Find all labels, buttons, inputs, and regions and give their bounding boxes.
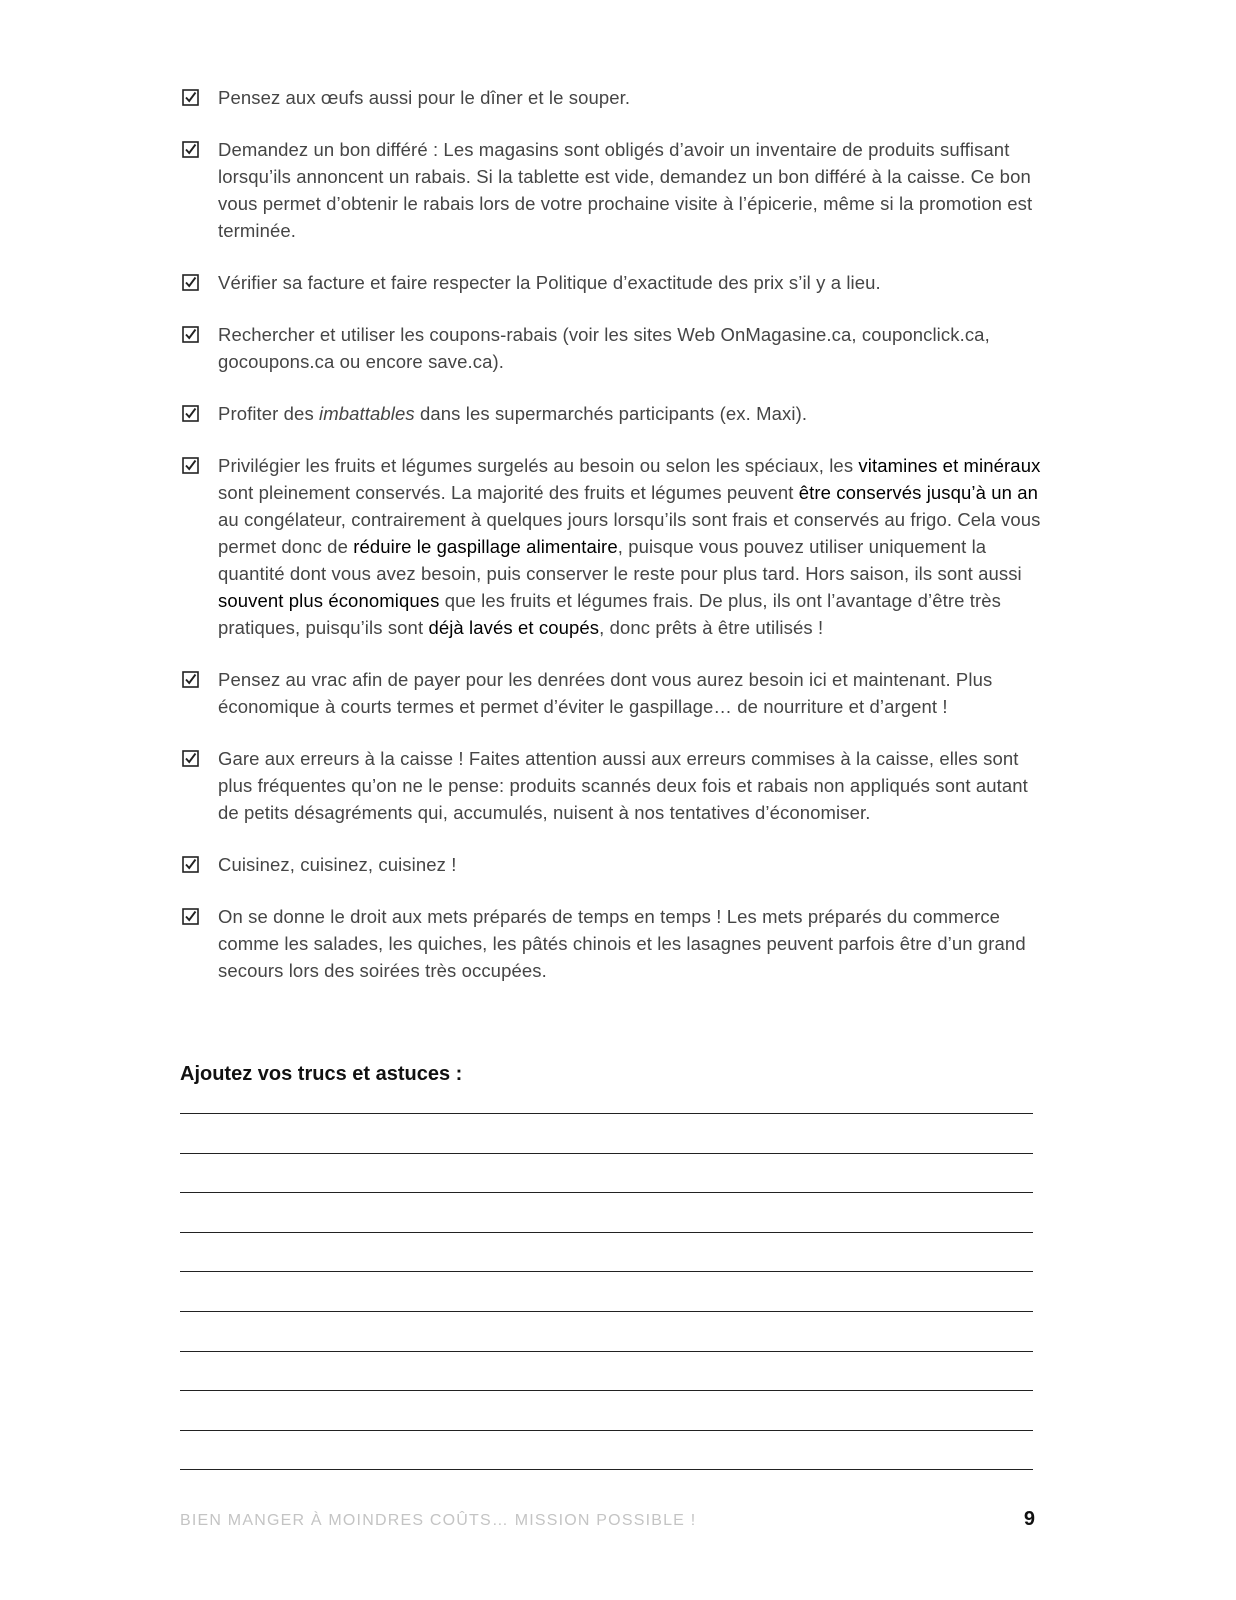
- blank-line: [180, 1390, 1033, 1391]
- tip-item: [180, 745, 1050, 826]
- tip-item: [180, 321, 1050, 375]
- tip-item: [180, 851, 1050, 878]
- checked-box-icon: [182, 274, 199, 291]
- italic-text: imbattables: [319, 403, 415, 424]
- checked-box-icon: [182, 89, 199, 106]
- tip-item: [180, 136, 1050, 244]
- blank-line: [180, 1469, 1033, 1470]
- tip-text: On se donne le droit aux mets préparés de temps en temps ! Les mets préparés du commerce comme les salades, les quiches, les pâtés chinois et les lasagnes peuvent parfois être d’un grand secours lors des soirées très occupées.: [218, 906, 1026, 981]
- tip-text: Cuisinez, cuisinez, cuisinez !: [218, 854, 457, 875]
- blank-line: [180, 1232, 1033, 1233]
- page-footer: BIEN MANGER À MOINDRES COÛTS… MISSION POSSIBLE !: [180, 1512, 697, 1529]
- tip-text: dans les supermarchés participants (ex. Maxi).: [414, 403, 808, 424]
- checked-box-icon: [182, 141, 199, 158]
- tip-item: [180, 903, 1050, 984]
- tip-text: sont pleinement conservés. La majorité des fruits et légumes peuvent: [218, 482, 799, 503]
- blank-line: [180, 1311, 1033, 1312]
- checked-box-icon: [182, 750, 199, 767]
- tip-text: Gare aux erreurs à la caisse ! Faites attention aussi aux erreurs commises à la caisse, elles sont plus fréquentes qu’on ne le pense: produits scannés deux fois et rabais non appliqués sont autant de petits désagréments qui, accumulés, nuisent à nos tentatives d’économiser.: [218, 748, 1028, 823]
- tip-text: , donc prêts à être utilisés !: [599, 617, 824, 638]
- checked-box-icon: [182, 326, 199, 343]
- highlighted-text: souvent plus économiques: [218, 590, 440, 611]
- checked-box-icon: [182, 856, 199, 873]
- tip-text: Pensez au vrac afin de payer pour les denrées dont vous aurez besoin ici et maintenant. Plus économique à courts termes et permet d’éviter le gaspillage… de nourriture et d’argent !: [218, 669, 993, 717]
- tip-item: [180, 84, 1050, 111]
- section-heading: Ajoutez vos trucs et astuces :: [180, 1063, 463, 1085]
- tips-list: [180, 84, 1050, 1009]
- tip-text: Vérifier sa facture et faire respecter la Politique d’exactitude des prix s’il y a lieu.: [218, 272, 881, 293]
- blank-line: [180, 1113, 1033, 1114]
- highlighted-text: vitamines et minéraux: [858, 455, 1041, 476]
- tip-item: [180, 452, 1050, 641]
- blank-line: [180, 1351, 1033, 1352]
- tip-item: [180, 400, 1050, 427]
- tip-item: [180, 666, 1050, 720]
- checked-box-icon: [182, 457, 199, 474]
- blank-line: [180, 1430, 1033, 1431]
- blank-line: [180, 1153, 1033, 1154]
- page-number: 9: [1023, 1508, 1035, 1530]
- tip-text: Profiter des: [218, 403, 320, 424]
- tip-text: Privilégier les fruits et légumes surgelés au besoin ou selon les spéciaux, les: [218, 455, 859, 476]
- checked-box-icon: [182, 405, 199, 422]
- tip-text: Pensez aux œufs aussi pour le dîner et le souper.: [218, 87, 631, 108]
- tip-text: au congélateur, contrairement à quelques jours lorsqu’ils sont frais et conservés au frigo. Cela vous permet donc de: [218, 509, 1041, 557]
- tip-text: Rechercher et utiliser les coupons-rabais (voir les sites Web OnMagasine.ca, couponclick.ca, gocoupons.ca ou encore save.ca).: [218, 324, 990, 372]
- blank-line: [180, 1192, 1033, 1193]
- blank-line: [180, 1271, 1033, 1272]
- write-in-lines: [180, 1113, 1033, 1509]
- tip-item: [180, 269, 1050, 296]
- checked-box-icon: [182, 671, 199, 688]
- tip-text: que les fruits et légumes frais. De plus, ils ont l’avantage d’être très pratiques, puisqu’ils sont: [218, 590, 1002, 638]
- highlighted-text: être conservés jusqu’à un an: [798, 482, 1039, 503]
- highlighted-text: déjà lavés et coupés: [428, 617, 600, 638]
- tip-text: Demandez un bon différé : Les magasins sont obligés d’avoir un inventaire de produits suffisant lorsqu’ils annoncent un rabais. Si la tablette est vide, demandez un bon différé à la caisse. Ce bon vous permet d’obtenir le rabais lors de votre prochaine visite à l’épicerie, même si la promotion est terminée.: [218, 139, 1033, 241]
- highlighted-text: réduire le gaspillage alimentaire: [353, 536, 618, 557]
- tip-text: , puisque vous pouvez utiliser uniquement la quantité dont vous avez besoin, puis conserver le reste pour plus tard. Hors saison, ils sont aussi: [218, 536, 1022, 584]
- checked-box-icon: [182, 908, 199, 925]
